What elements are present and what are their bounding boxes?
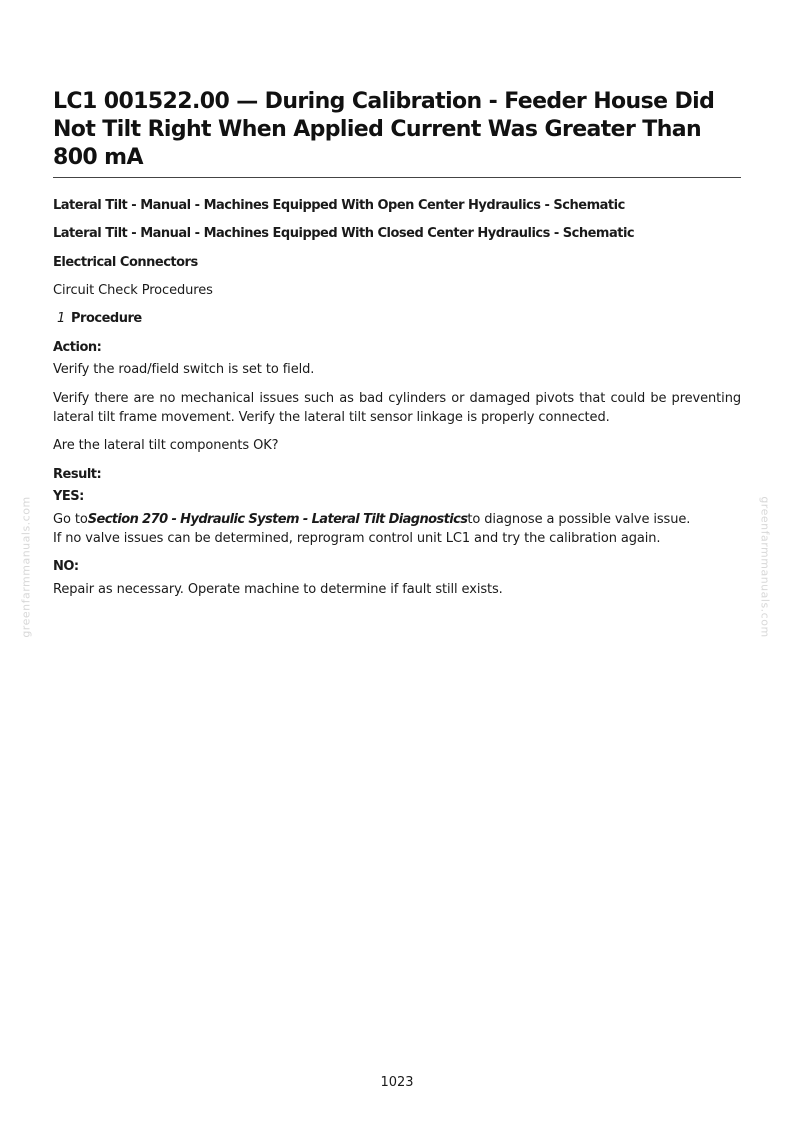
action-heading: Action: (53, 340, 102, 355)
page-title: LC1 001522.00 — During Calibration - Feeder House Did Not Tilt Right When Applied Current Was Greater Than 800 mA (53, 89, 715, 170)
link-open-center-schematic[interactable]: Lateral Tilt - Manual - Machines Equipped With Open Center Hydraulics - Schematic (53, 198, 625, 213)
title-divider (53, 177, 741, 178)
result-no-label: NO: (53, 559, 79, 574)
result-no-text: Repair as necessary. Operate machine to determine if fault still exists. (53, 582, 503, 597)
result-yes-prefix: Go to (53, 512, 88, 527)
result-yes-reprogram: If no valve issues can be determined, reprogram control unit LC1 and try the calibration again. (53, 531, 661, 546)
lateral-tilt-diagnostics-link[interactable]: Section 270 - Hydraulic System - Lateral Tilt Diagnostics (87, 512, 468, 527)
procedure-heading (53, 309, 142, 328)
action-step-road-field: Verify the road/field switch is set to field. (53, 362, 315, 377)
watermark-left: greenfarmmanuals.com (19, 496, 33, 638)
action-question: Are the lateral tilt components OK? (53, 438, 279, 453)
watermark-right: greenfarmmanuals.com (758, 496, 772, 638)
result-heading: Result: (53, 467, 102, 482)
result-yes-suffix: to diagnose a possible valve issue. (467, 512, 691, 527)
procedure-number: 1 (57, 311, 66, 326)
circuit-check-heading: Circuit Check Procedures (53, 283, 213, 298)
link-closed-center-schematic[interactable]: Lateral Tilt - Manual - Machines Equipped With Closed Center Hydraulics - Schematic (53, 226, 635, 241)
result-yes-label: YES: (53, 489, 84, 504)
link-electrical-connectors[interactable]: Electrical Connectors (53, 255, 198, 270)
action-step-mechanical: Verify there are no mechanical issues such as bad cylinders or damaged pivots that could be preventing lateral tilt frame movement. Verify the lateral tilt sensor linkage is properly connected. (53, 391, 741, 425)
page-number: 1023 (380, 1075, 414, 1090)
result-yes-instruction (53, 510, 690, 529)
procedure-label: Procedure (71, 311, 142, 326)
